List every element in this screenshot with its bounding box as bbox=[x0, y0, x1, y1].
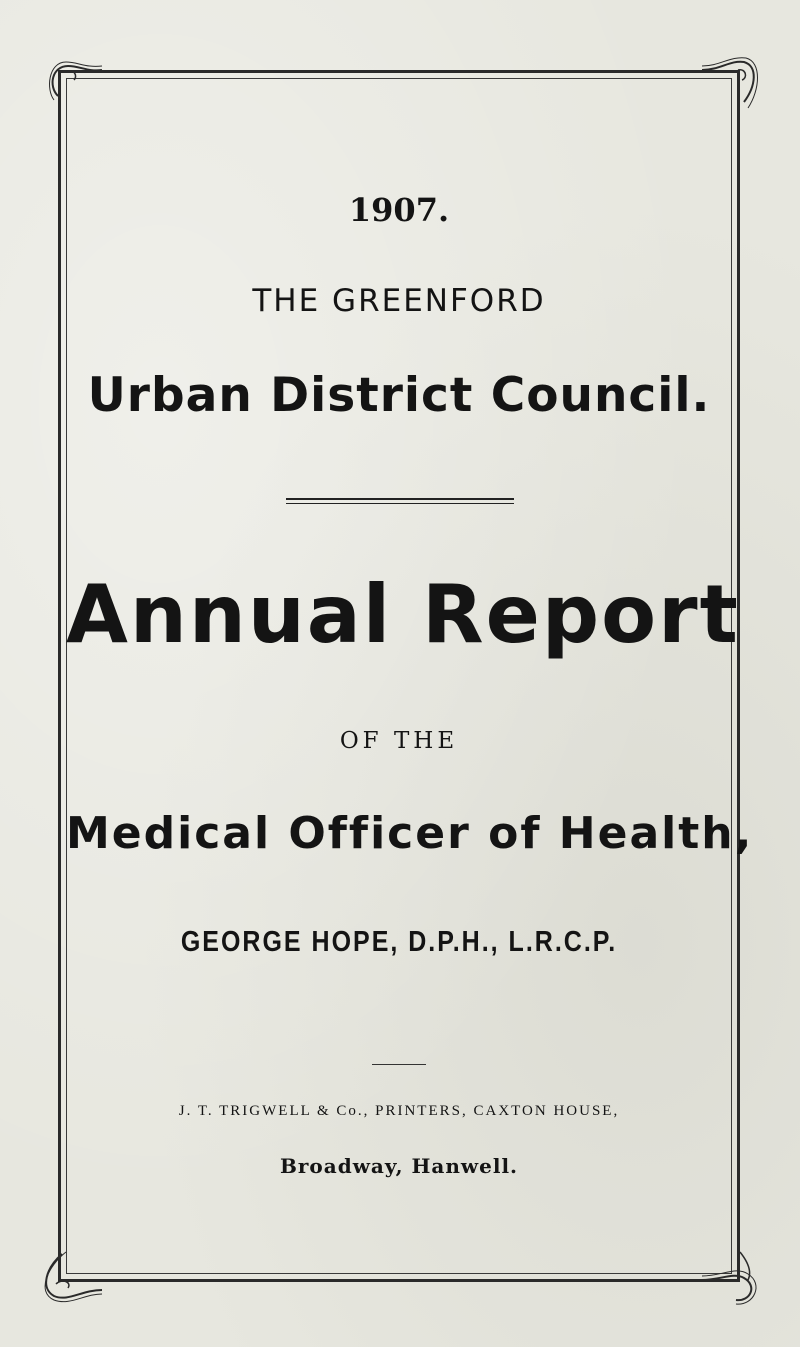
title-page bbox=[66, 78, 754, 1274]
of-the-text: OF THE bbox=[339, 728, 459, 754]
double-rule-divider bbox=[286, 498, 514, 504]
council-name: Urban District Council. bbox=[87, 368, 711, 423]
council-prefix: THE GREENFORD bbox=[252, 283, 546, 319]
printer-address: Broadway, Hanwell. bbox=[279, 1154, 519, 1178]
publication-year: 1907. bbox=[348, 191, 450, 229]
report-title: Annual Report bbox=[66, 568, 740, 661]
author-name: GEORGE HOPE, D.P.H., L.R.C.P. bbox=[180, 925, 618, 959]
printer-line: J. T. TRIGWELL & Co., PRINTERS, CAXTON HOUSE, bbox=[178, 1103, 620, 1119]
report-subtitle: Medical Officer of Health, bbox=[66, 808, 754, 859]
short-rule-divider bbox=[372, 1064, 426, 1065]
